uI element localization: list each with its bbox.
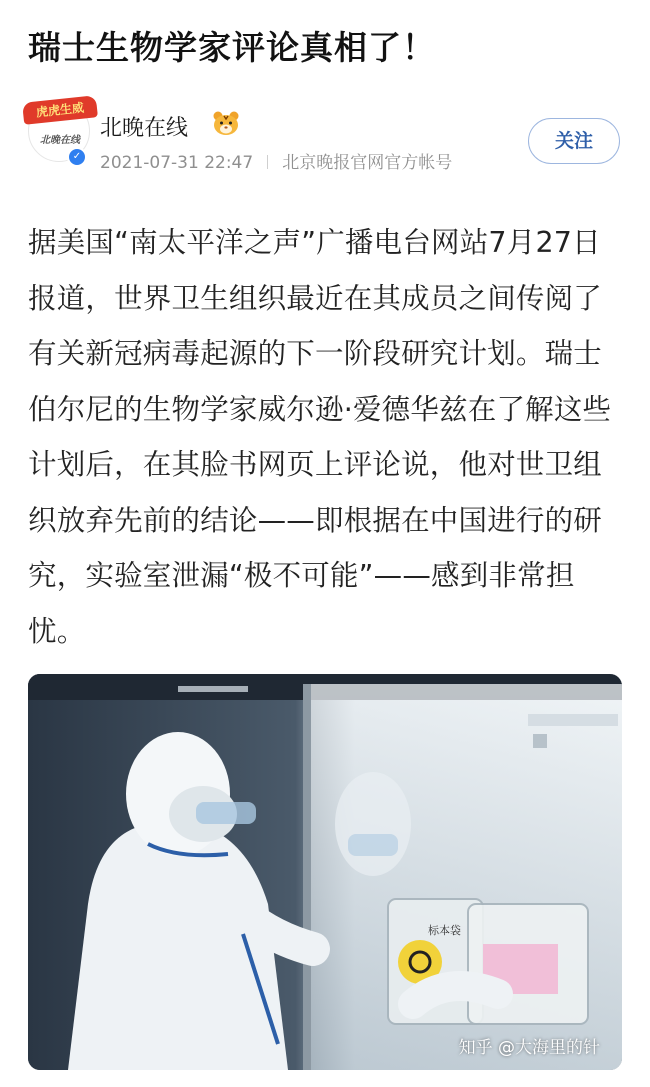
meta-divider: [267, 155, 268, 169]
author-description: 北京晚报官网官方帐号: [282, 153, 453, 173]
tiger-icon: [212, 110, 240, 136]
lab-photo-illustration: [28, 674, 622, 1070]
post-timestamp: 2021-07-31 22:47: [100, 153, 254, 173]
author-avatar[interactable]: [28, 100, 90, 162]
follow-button[interactable]: 关注: [528, 118, 620, 164]
article-photo[interactable]: [28, 674, 622, 1070]
bag-label: 标本袋: [428, 924, 461, 937]
avatar-banner: 虎虎生威: [22, 95, 98, 125]
verified-icon: ✓: [67, 147, 87, 167]
watermark: 知乎 @大海里的针: [458, 1038, 600, 1058]
avatar-brand: 北晚在线: [40, 135, 80, 146]
article-body: 据美国“南太平洋之声”广播电台网站7月27日报道，世界卫生组织最近在其成员之间传阅了有关新冠病毒起源的下一阶段研究计划。瑞士伯尔尼的生物学家威尔逊·爱德华兹在了解这些计划后，在其脸书网页上评论说，他对世卫组织放弃先前的结论——即根据在中国进行的研究，实验室泄漏“极不可能”——感到非常担忧。: [28, 226, 612, 648]
author-name[interactable]: 北晚在线: [100, 116, 189, 141]
article-title: 瑞士生物学家评论真相了！: [28, 28, 436, 67]
author-meta: [100, 148, 452, 173]
